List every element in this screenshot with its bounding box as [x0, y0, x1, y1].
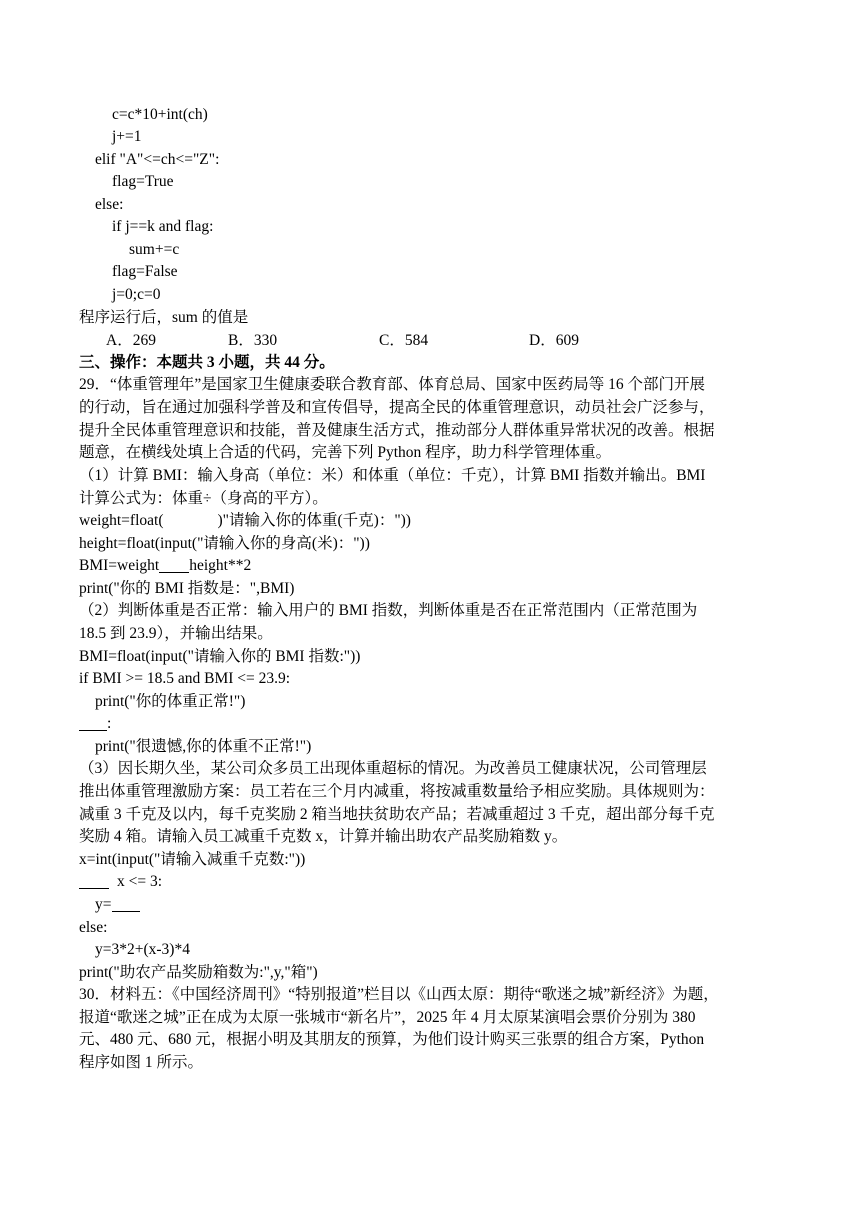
question-text: 程序如图 1 所示。 [79, 1054, 204, 1071]
option-d: D．609 [529, 332, 579, 349]
fill-blank[interactable] [79, 872, 109, 889]
part-text: （2）判断体重是否正常：输入用户的 BMI 指数，判断体重是否在正常范围内（正常范围为 [79, 602, 698, 619]
part-text: （1）计算 BMI：输入身高（单位：米）和体重（单位：千克），计算 BMI 指数并输出。BMI [79, 467, 706, 484]
code-line: flag=True [112, 173, 174, 190]
code-line: print("你的 BMI 指数是：",BMI) [79, 580, 295, 597]
code-line: height=float(input("请输入你的身高(米)：")) [79, 535, 370, 552]
question-text: 报道“歌迷之城”正在成为太原一张城市“新名片”，2025 年 4 月太原某演唱会票价分别为 380 [79, 1009, 696, 1026]
code-line: BMI=float(input("请输入你的 BMI 指数:")) [79, 648, 361, 665]
code-line: else: [79, 919, 108, 936]
code-line: elif "A"<=ch<="Z": [95, 151, 220, 168]
option-b: B．330 [228, 332, 278, 349]
code-line: sum+=c [129, 241, 180, 258]
option-a: A．269 [106, 332, 156, 349]
question-stem: 程序运行后，sum 的值是 [79, 309, 249, 326]
code-line: j=0;c=0 [112, 286, 161, 303]
code-line: j+=1 [112, 128, 142, 145]
option-c: C．584 [379, 332, 429, 349]
code-line: if BMI >= 18.5 and BMI <= 23.9: [79, 670, 291, 687]
code-line: : [79, 713, 783, 735]
question-text: 提升全民体重管理意识和技能，普及健康生活方式，推动部分人群体重异常状况的改善。根据 [79, 422, 715, 439]
code-line: print("你的体重正常!") [95, 693, 246, 710]
part-text: 推出体重管理激励方案：员工若在三个月内减重，将按减重数量给予相应奖励。具体规则为： [79, 783, 715, 800]
section-heading: 三、操作：本题共 3 小题，共 44 分。 [79, 354, 335, 371]
code-line: print("助农产品奖励箱数为:",y,"箱") [79, 964, 318, 981]
code-line: print("很遗憾,你的体重不正常!") [95, 738, 312, 755]
code-line: x <= 3: [79, 871, 783, 893]
part-text: 计算公式为：体重÷（身高的平方）。 [79, 490, 328, 507]
fill-blank[interactable] [164, 512, 218, 528]
part-text: 18.5 到 23.9），并输出结果。 [79, 625, 273, 642]
code-line: c=c*10+int(ch) [112, 106, 208, 123]
code-line: BMI=weight height**2 [79, 557, 252, 574]
question-text: 的行动，旨在通过加强科学普及和宣传倡导，提高全民的体重管理意识，动员社会广泛参与， [79, 399, 715, 416]
fill-blank[interactable] [79, 714, 107, 731]
code-line: else: [95, 196, 124, 213]
fill-blank[interactable] [112, 895, 140, 912]
part-text: 奖励 4 箱。请输入员工减重千克数 x，计算并输出助农产品奖励箱数 y。 [79, 828, 568, 845]
code-line: y=3*2+(x-3)*4 [95, 941, 190, 958]
code-line: weight=float( )"请输入你的体重(千克)：")) [79, 512, 411, 529]
part-text: 减重 3 千克及以内，每千克奖励 2 箱当地扶贫助农产品；若减重超过 3 千克，超出部分每千克 [79, 806, 715, 823]
question-text: 30．材料五：《中国经济周刊》“特别报道”栏目以《山西太原：期待“歌迷之城”新经济》为题， [79, 986, 719, 1003]
code-line: if j==k and flag: [112, 218, 214, 235]
question-text: 题意，在横线处填上合适的代码，完善下列 Python 程序，助力科学管理体重。 [79, 444, 612, 461]
fill-blank[interactable] [159, 556, 189, 573]
question-text: 29．“体重管理年”是国家卫生健康委联合教育部、体育总局、国家中医药局等 16 个部门开展 [79, 376, 706, 393]
question-text: 元、480 元、680 元，根据小明及其朋友的预算，为他们设计购买三张票的组合方案，Python [79, 1031, 705, 1048]
part-text: （3）因长期久坐，某公司众多员工出现体重超标的情况。为改善员工健康状况，公司管理层 [79, 760, 707, 777]
code-line: x=int(input("请输入减重千克数:")) [79, 851, 306, 868]
code-line: flag=False [112, 263, 178, 280]
code-line: y= [95, 894, 799, 916]
